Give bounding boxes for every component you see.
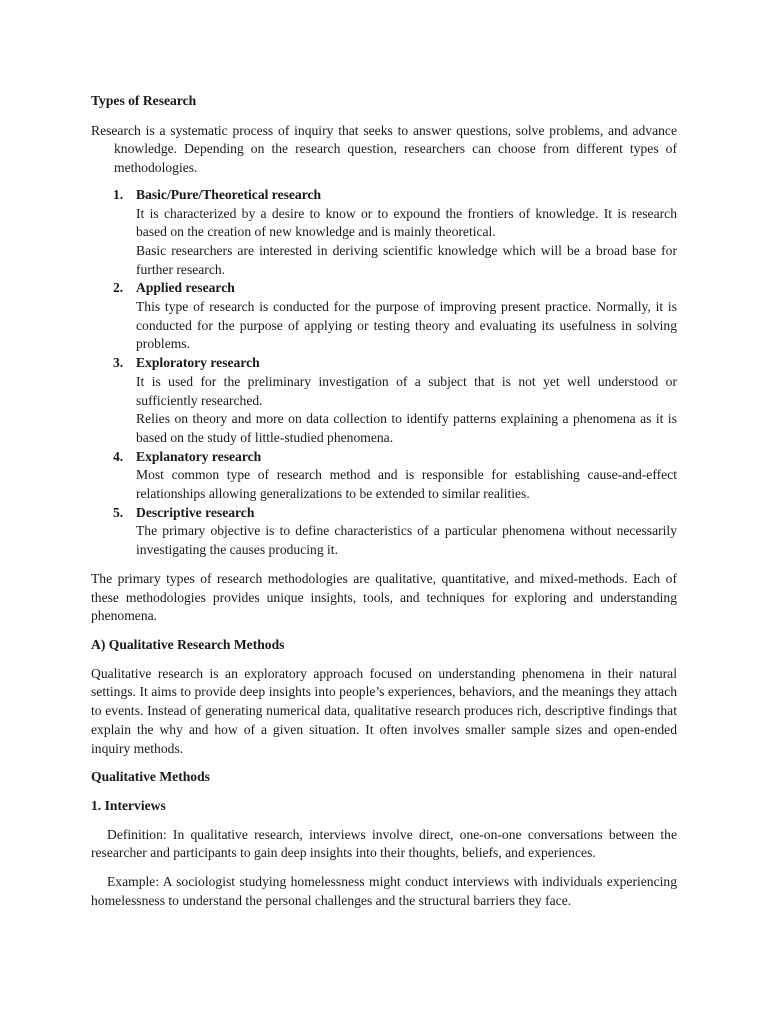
section-heading-qualitative: A) Qualitative Research Methods (91, 636, 285, 652)
list-item-number: 3. (113, 355, 124, 371)
list-item-title: Basic/Pure/Theoretical research (136, 186, 322, 202)
list-item-text: The primary objective is to define characteristics of a particular phenomena without necessarily investigating the causes producing it. (136, 523, 677, 558)
list-item (91, 186, 677, 280)
list-item-text: Most common type of research method and is responsible for establishing cause-and-effect relationships allowing generalizations to be extended to similar realities. (136, 467, 677, 502)
interviews-example: Example: A sociologist studying homelessness might conduct interviews with individuals experiencing homelessness to understand the personal challenges and the structural barriers they face. (91, 874, 677, 908)
interviews-definition: Definition: In qualitative research, interviews involve direct, one-on-one conversations between the researcher and participants to gain deep insights into their thoughts, beliefs, and experiences. (91, 826, 677, 861)
list-item (91, 354, 677, 448)
document-body (91, 92, 677, 910)
list-item-number: 4. (113, 448, 124, 464)
interviews-heading: 1. Interviews (91, 797, 166, 813)
list-item (91, 448, 677, 504)
list-item-title: Explanatory research (136, 448, 262, 464)
list-item-title: Descriptive research (136, 504, 255, 520)
list-item (91, 279, 677, 354)
qualitative-methods-heading: Qualitative Methods (91, 769, 210, 785)
list-item-number: 1. (113, 186, 124, 202)
research-types-list (91, 186, 677, 560)
list-item-title: Applied research (136, 280, 235, 296)
list-item-number: 2. (113, 280, 124, 296)
list-item-number: 5. (113, 504, 124, 520)
list-item-text: It is characterized by a desire to know or to expound the frontiers of knowledge. It is research based on the creation of new knowledge and is mainly theoretical. (136, 205, 677, 240)
list-item-text: This type of research is conducted for the purpose of improving present practice. Normally, it is conducted for the purpose of applying or testing theory and evaluating its usefulness in solving problems. (136, 299, 677, 352)
list-item-title: Exploratory research (136, 355, 260, 371)
methodologies-paragraph: The primary types of research methodologies are qualitative, quantitative, and mixed-methods. Each of these methodologies provides unique insights, tools, and techniques for exploring and understanding phenomena. (91, 570, 677, 624)
qualitative-paragraph: Qualitative research is an exploratory approach focused on understanding phenomena in their natural settings. It aims to provide deep insights into people’s experiences, behaviors, and the meanings they attach to events. Instead of generating numerical data, qualitative research produces rich, descriptive findings that explain the why and how of a given situation. It often involves smaller sample sizes and open-ended inquiry methods. (91, 665, 677, 756)
page-title: Types of Research (91, 93, 197, 108)
intro-paragraph: Research is a systematic process of inquiry that seeks to answer questions, solve problems, and advance knowledge. Depending on the research question, researchers can choose from different types of methodologies. (91, 122, 677, 176)
list-item-text: It is used for the preliminary investigation of a subject that is not yet well understood or sufficiently researched. (136, 373, 677, 408)
list-item (91, 504, 677, 560)
list-item-text: Basic researchers are interested in deriving scientific knowledge which will be a broad base for further research. (136, 242, 677, 277)
list-item-text: Relies on theory and more on data collection to identify patterns explaining a phenomena as it is based on the study of little-studied phenomena. (136, 411, 677, 445)
